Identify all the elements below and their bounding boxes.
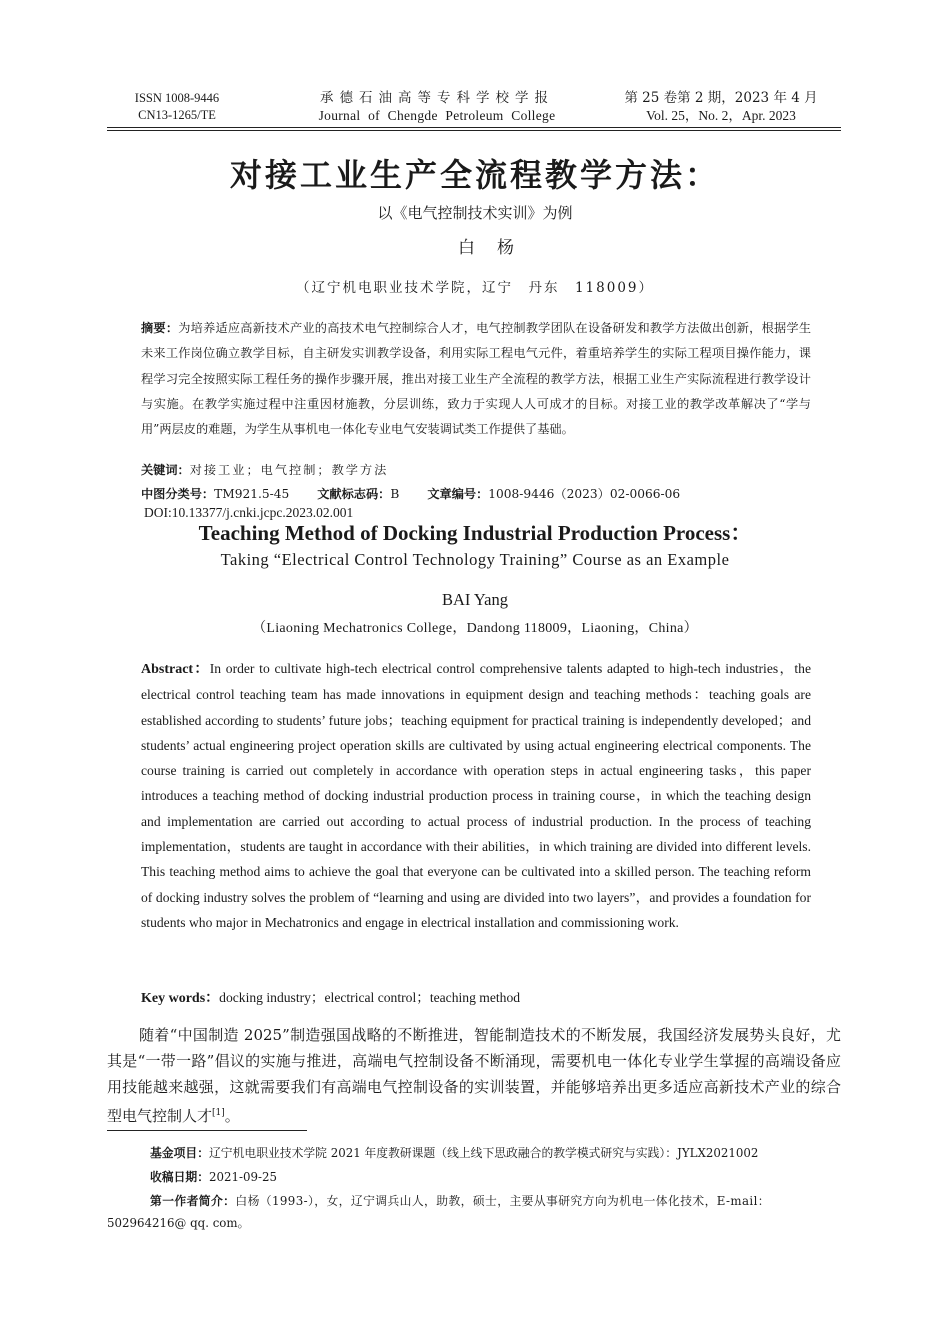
keywords-en-label: Key words： (141, 991, 220, 1006)
footnote-rule (107, 1130, 307, 1131)
body-paragraph (107, 1022, 841, 1129)
abstract-en (141, 656, 811, 935)
body-end: 。 (224, 1107, 240, 1125)
received-label: 收稿日期： (150, 1170, 209, 1184)
keywords-en-text: docking industry；electrical control；teaching method (219, 990, 521, 1005)
citation-ref: [1] (212, 1108, 225, 1118)
journal-header (107, 90, 841, 126)
title-cn: 对接工业生产全流程教学方法： (229, 156, 720, 194)
article-id-value: 1008-9446（2023）02-0066-06 (488, 487, 681, 501)
footnote-email: 502964216@ qq. com。 (107, 1216, 250, 1230)
received-date: 2021-09-25 (209, 1170, 278, 1184)
footnote-author (150, 1192, 770, 1209)
issn: ISSN 1008-9446 (134, 91, 220, 105)
subtitle-en: Taking “Electrical Control Technology Training” Course as an Example (220, 550, 730, 569)
header-rule-thick (107, 127, 841, 128)
author-bio-label: 第一作者简介： (150, 1194, 236, 1208)
doi: DOI:10.13377/j.cnki.jcpc.2023.02.001 (144, 505, 354, 520)
author-en: BAI Yang (441, 590, 509, 609)
keywords-cn (141, 461, 388, 478)
doc-code-value: B (390, 487, 400, 501)
header-rule-thin (107, 130, 841, 131)
body-text: 随着“中国制造 2025”制造强国战略的不断推进，智能制造技术的不断发展，我国经济发展势头良好，尤其是“一带一路”倡议的实施与推进，高端电气控制设备不断涌现，需要机电一体化专业学生掌握的高端设备应用技能越来越强，这就需要我们有高端电气控制设备的实训装置，并能够培养出更多适应高新技术产业的综合型电气控制人才 (107, 1026, 841, 1125)
footnote-fund (150, 1144, 758, 1161)
footnote-received (150, 1168, 277, 1185)
author-cn: 白杨 (458, 238, 536, 258)
keywords-en (141, 986, 520, 1007)
abstract-cn-text: 为培养适应高新技术产业的高技术电气控制综合人才，电气控制教学团队在设备研发和教学方法做出创新，根据学生未来工作岗位确立教学目标，自主研发实训教学设备，利用实际工程电气元件，着重培养学生的实际工程项目操作能力，课程学习完全按照实际工程任务的操作步骤开展，推出对接工业生产全流程的教学方法，根据工业生产实际流程进行教学设计与实施。在教学实施过程中注重因材施教，分层训练，致力于实现人人可成才的目标。对接工业的教学改革解决了“学与用”两层皮的难题，为学生从事机电一体化专业电气安装调试类工作提供了基础。 (141, 321, 812, 437)
clc-value: TM921.5-45 (214, 487, 290, 501)
abstract-cn (141, 316, 811, 442)
fund-label: 基金项目： (150, 1146, 209, 1160)
title-en: Teaching Method of Docking Industrial Production Process： (198, 521, 752, 545)
journal-name-cn: 承德石油高等专科学校学报 (320, 90, 554, 106)
abstract-en-text: In order to cultivate high-tech electrical control comprehensive talents adapted to high-tech industries，the electrical control teaching team has made innovations in equipment design and teaching methods：teaching goals are established according to students’ future jobs；teaching equipment for practical training is independently developed；and students’ actual engineering project operation skills are cultivated by using actual engineering electrical components. The course training is carried out completely in accordance with operation steps in actual engineering tasks，this paper introduces a teaching method of docking industrial production process in training course，in which the teaching design and implementation are carried out according to actual process of industrial production. In the process of teaching implementation，students are taught in accordance with their abilities，in which training are divided into different levels. This teaching method aims to achieve the goal that everyone can be cultivated into a skilled person. The teaching reform of docking industry solves the problem of “learning and using are divided into two layers”，and provides a foundation for students who major in Mechatronics and engage in electrical installation and commissioning work. (141, 661, 811, 930)
abstract-en-label: Abstract： (141, 662, 210, 677)
cn-number: CN13-1265/TE (138, 108, 216, 122)
issue-cn: 第 25 卷第 2 期，2023 年 4 月 (624, 90, 818, 106)
subtitle-cn: 以《电气控制技术实训》为例 (377, 204, 573, 222)
header-left (121, 90, 233, 124)
article-id-label: 文章编号： (427, 487, 489, 501)
classification-line (141, 485, 680, 502)
abstract-cn-label: 摘要： (141, 321, 179, 335)
doc-code-label: 文献标志码： (317, 487, 391, 501)
journal-name-en: Journal of Chengde Petroleum College (318, 108, 556, 123)
header-right (616, 90, 826, 124)
affiliation-cn: （辽宁机电职业技术学院，辽宁 丹东 118009） (295, 280, 655, 296)
author-bio-text: 白杨（1993-），女，辽宁调兵山人，助教，硕士，主要从事研究方向为机电一体化技术，E-mail： (235, 1194, 770, 1208)
fund-text: 辽宁机电职业技术学院 2021 年度教研课题（线上线下思政融合的教学模式研究与实践）：JYLX2021002 (209, 1146, 759, 1160)
affiliation-en: （Liaoning Mechatronics College，Dandong 118009，Liaoning，China） (252, 621, 698, 636)
issue-en: Vol. 25，No. 2，Apr. 2023 (646, 108, 796, 123)
keywords-cn-label: 关键词： (141, 463, 190, 477)
clc-label: 中图分类号： (141, 487, 215, 501)
keywords-cn-text: 对接工业；电气控制；教学方法 (189, 463, 389, 477)
header-center (287, 90, 587, 124)
